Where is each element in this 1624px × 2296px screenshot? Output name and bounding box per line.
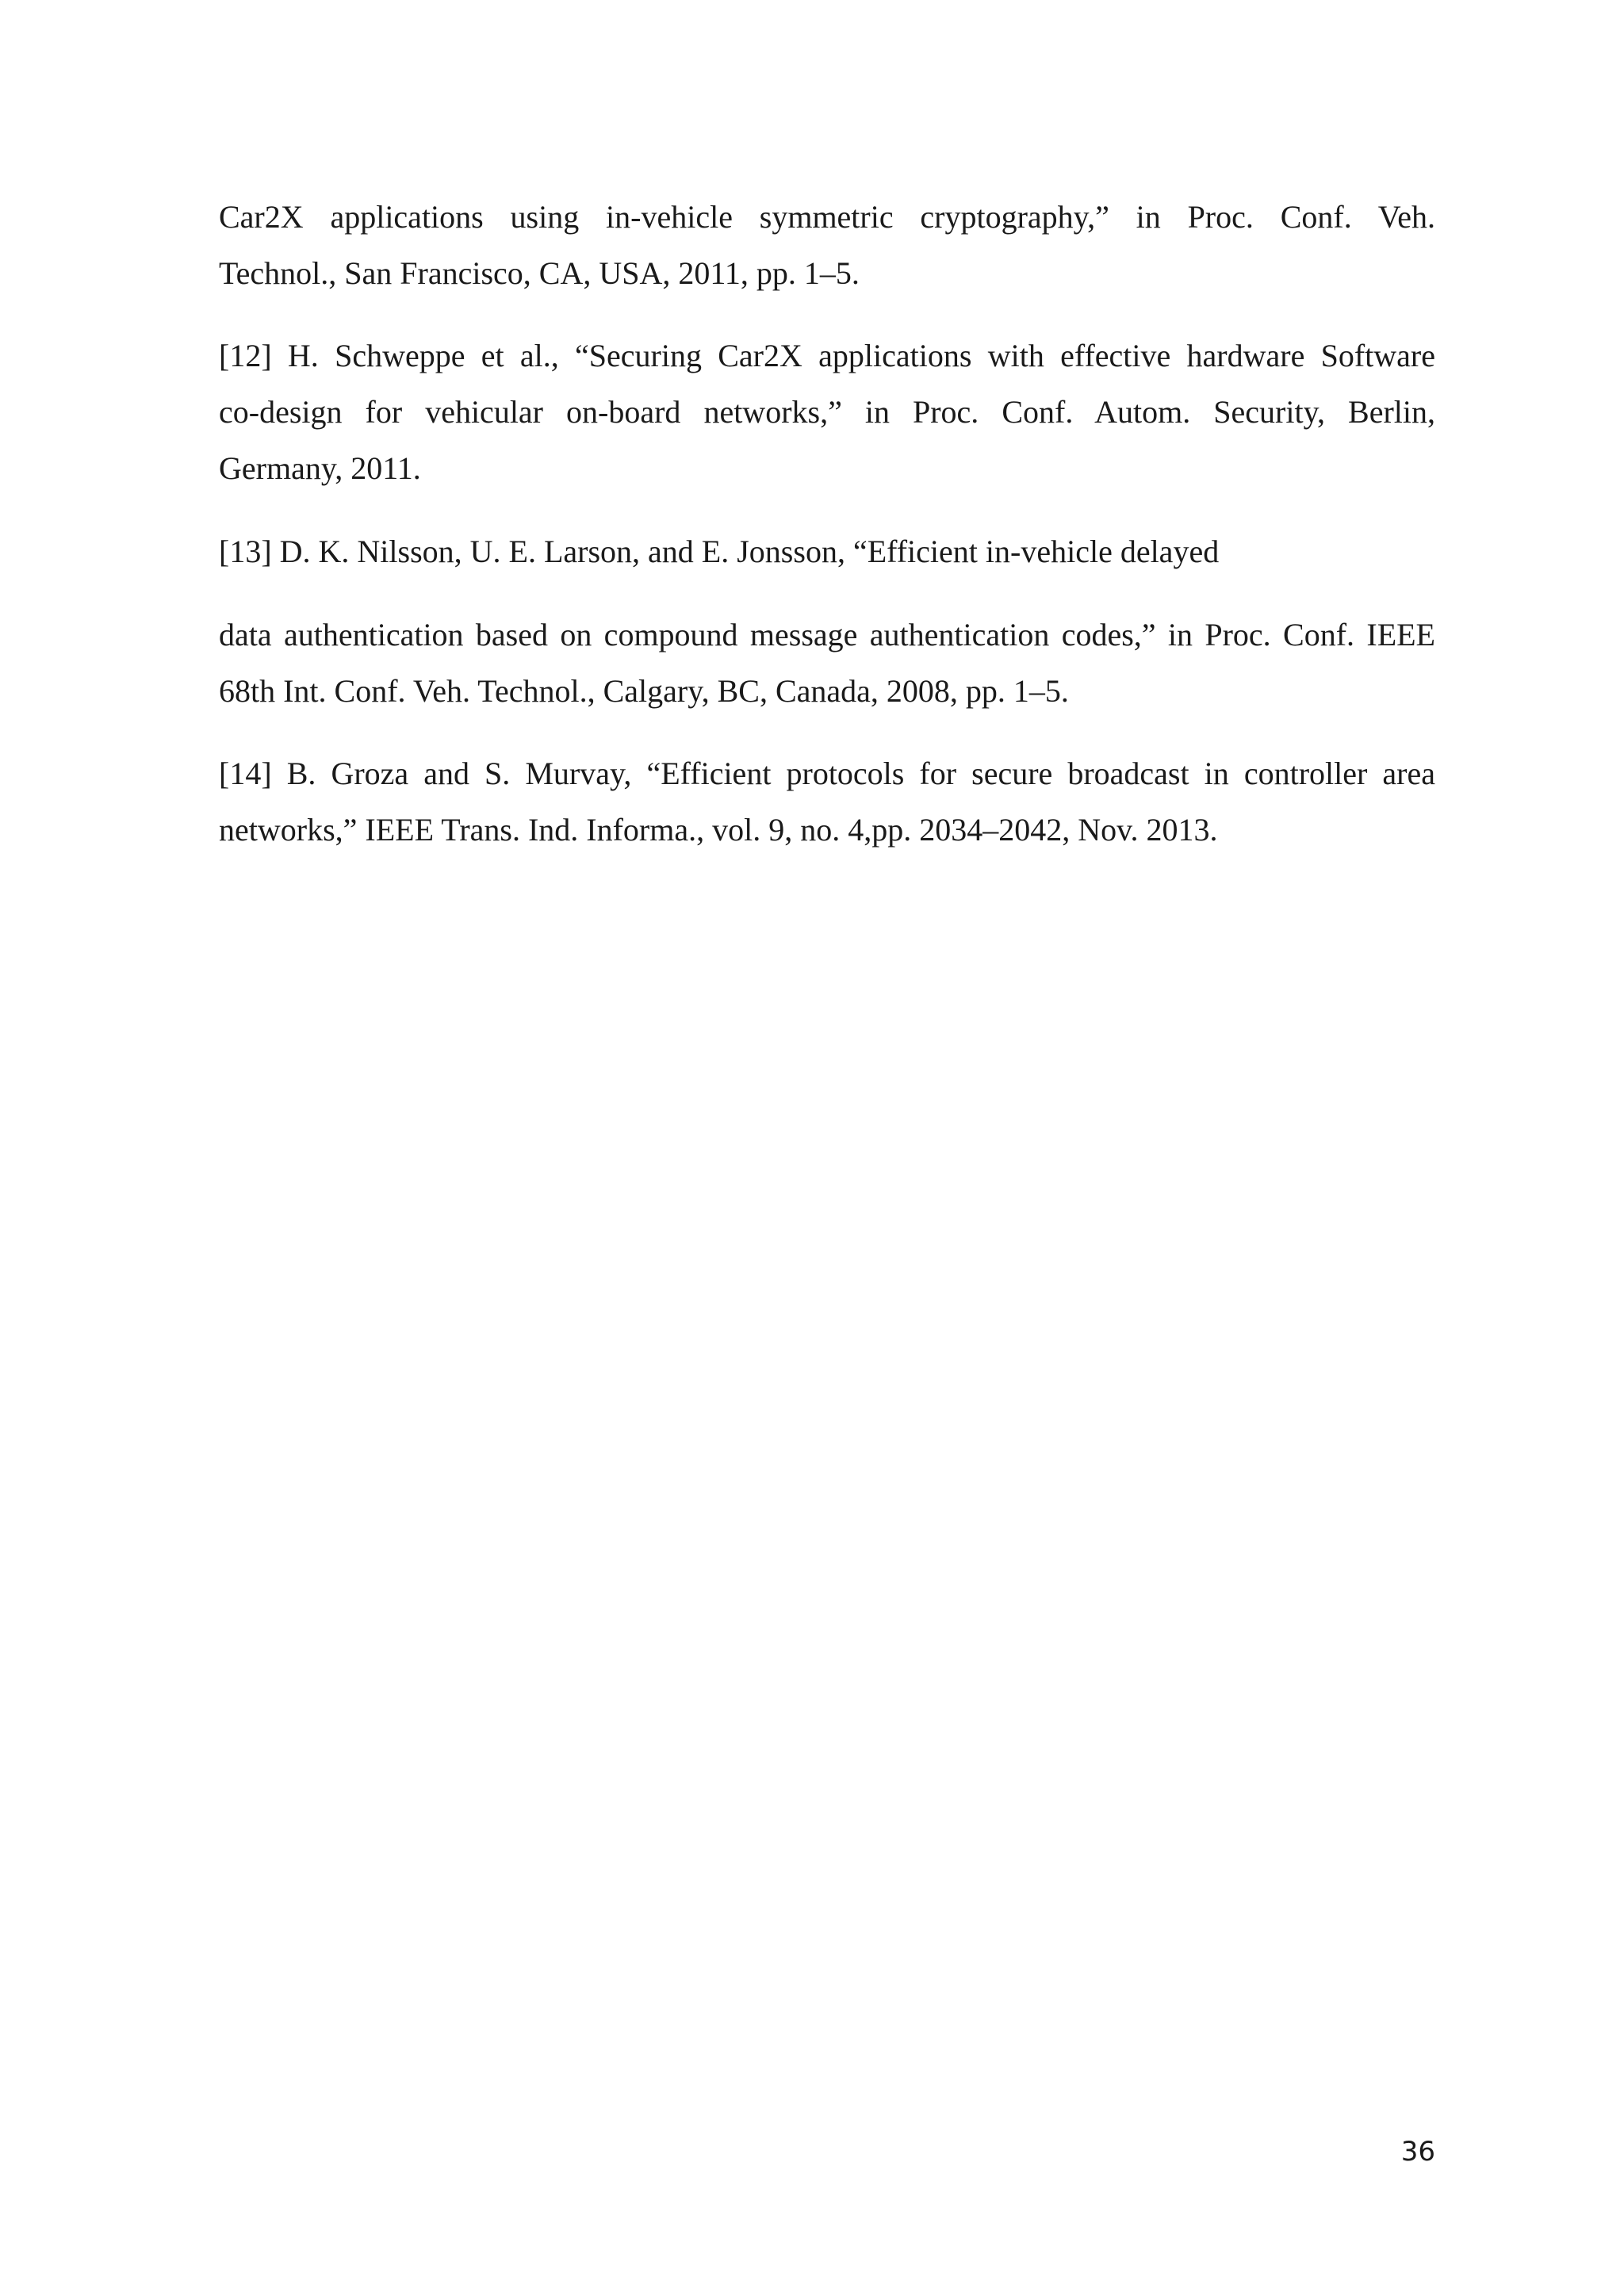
reference-list xyxy=(219,189,1435,858)
reference-line: 68th Int. Conf. Veh. Technol., Calgary, BC, Canada, 2008, pp. 1–5. xyxy=(219,673,1069,709)
reference-line: co-design for vehicular on-board networks,” in Proc. Conf. Autom. Security, Berlin, xyxy=(219,394,1435,430)
reference-line: networks,” IEEE Trans. Ind. Informa., vol. 9, no. 4,pp. 2034–2042, Nov. 2013. xyxy=(219,812,1218,848)
reference-line: Technol., San Francisco, CA, USA, 2011, pp. 1–5. xyxy=(219,255,860,291)
reference-line: [14] B. Groza and S. Murvay, “Efficient protocols for secure broadcast in controller area xyxy=(219,756,1435,791)
reference-13-body xyxy=(219,607,1435,719)
reference-line: [13] D. K. Nilsson, U. E. Larson, and E. Jonsson, “Efficient in-vehicle delayed xyxy=(219,534,1220,569)
reference-13-heading xyxy=(219,523,1435,580)
page-number: 36 xyxy=(1400,2136,1435,2168)
reference-continued xyxy=(219,189,1435,301)
reference-line: Germany, 2011. xyxy=(219,450,421,486)
reference-line: [12] H. Schweppe et al., “Securing Car2X applications with effective hardware Software xyxy=(219,338,1435,373)
reference-line: Car2X applications using in-vehicle symmetric cryptography,” in Proc. Conf. Veh. xyxy=(219,199,1435,235)
reference-line: data authentication based on compound message authentication codes,” in Proc. Conf. IEEE xyxy=(219,617,1435,652)
reference-12 xyxy=(219,327,1435,496)
reference-14 xyxy=(219,745,1435,858)
